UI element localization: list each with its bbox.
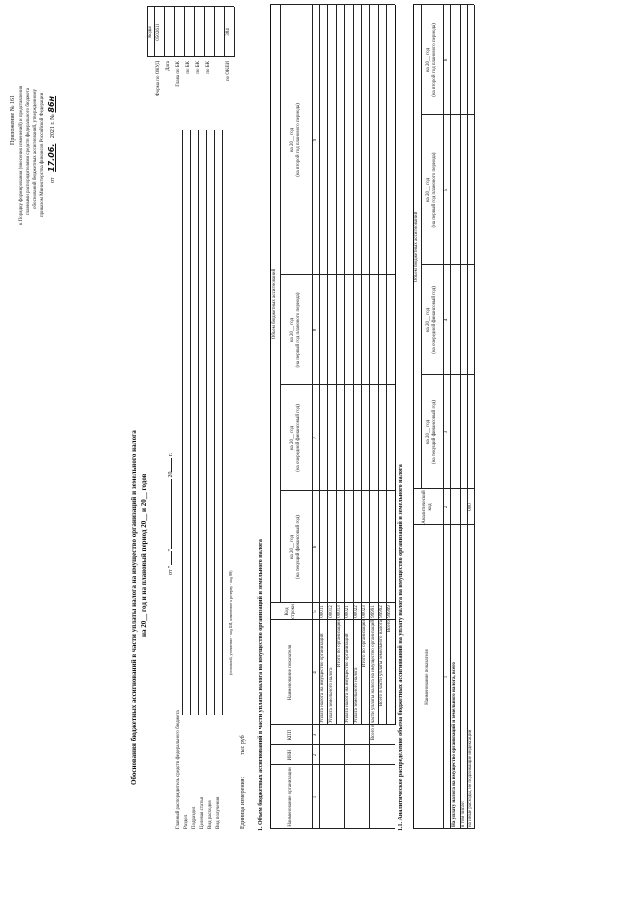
unit-value: тыс руб: [240, 735, 246, 755]
codes-label: по БК: [186, 61, 191, 74]
col-header-y1: на 20__ год (на текущий финансовый год): [426, 400, 437, 464]
row-indicator: Итого по организации: [362, 620, 368, 668]
codes-label: по ОКЕИ: [226, 61, 231, 82]
row-indicator: Уплата земельного налога: [328, 667, 334, 723]
document-subtitle: на 20__ год и на плановый период 20__ и 20__ годов: [140, 473, 148, 637]
col-number: 1: [312, 795, 318, 799]
codes-value: [184, 7, 194, 57]
codes-border: [147, 7, 148, 57]
row-indicator: На уплату налога на имущество организаций и земельного налога, всего: [452, 662, 457, 827]
table-col-line: [421, 114, 474, 115]
col-number: 3: [312, 733, 318, 737]
col-header-code: Код строки: [285, 604, 296, 619]
unit-note: (основной, уточнение - код БИ, изменение к резерву - код 88): [228, 570, 233, 675]
codes-value: [204, 7, 214, 57]
col-header-y3: на 20__ год (на первый год планового периода): [290, 292, 301, 368]
row-code: 99991: [370, 605, 376, 618]
col-header-volume: Объем бюджетных ассигнований: [272, 268, 277, 340]
col-header-org: Наименование организации: [288, 767, 293, 827]
handwritten-number: 86н: [47, 95, 56, 113]
col-number: 4: [312, 671, 318, 674]
col-number: 3: [443, 430, 449, 434]
col-number: 6: [443, 58, 449, 62]
header-field-line: [214, 130, 215, 715]
row-code: [450, 489, 460, 525]
handwritten-date: 17.06.: [47, 143, 56, 172]
header-field-line: [222, 130, 223, 715]
row-indicator: Всего в части уплаты земельного налога: [378, 620, 384, 707]
row-indicator: на иные расходы, не подлежащие индексации: [467, 729, 473, 827]
codes-value: [214, 7, 224, 57]
table-line: [280, 5, 281, 603]
codes-border: [234, 7, 235, 57]
codes-value: [174, 7, 184, 57]
appendix-line-4: обоснований бюджетных ассигнований, утвержденному: [33, 89, 38, 209]
col-number: 2: [312, 753, 318, 757]
unit-label: Единица измерения:: [240, 776, 246, 829]
col-number: 8: [312, 328, 318, 332]
table-col-line: [413, 4, 474, 5]
appendix-line-5: приказом Министерства финансов Российской Федерации: [40, 92, 45, 217]
table-col-line: [421, 264, 474, 265]
table-col-line: [421, 374, 474, 375]
col-header-y4: на 20__ год (на второй год планового периода): [426, 23, 437, 97]
document-title: Обоснования бюджетных ассигнований в части уплаты налога на имущество организаций и земельного налога: [130, 430, 138, 785]
codes-label: Глава по БК: [176, 61, 181, 87]
header-field-line: [198, 130, 199, 715]
codes-label: Форма по ОКУД: [156, 61, 161, 97]
col-header-analytic: Аналитический код: [422, 490, 433, 524]
codes-value: [194, 7, 204, 57]
row-indicator: Уплата налога на имущество организаций: [320, 633, 326, 723]
row-code: 00022: [353, 605, 359, 618]
header-field-label: Вид расходов: [208, 800, 213, 829]
row-indicator: Уплата земельного налога: [353, 667, 359, 723]
col-number: 2: [443, 505, 449, 509]
col-number: 6: [312, 545, 318, 549]
col-number: 9: [312, 138, 318, 142]
row-code: 000: [467, 503, 473, 511]
row-code: 00023: [362, 605, 368, 618]
appendix-line-1: Приложение № 161: [10, 95, 16, 145]
codes-value: 384: [226, 28, 231, 36]
row-code: 99999: [387, 605, 393, 618]
row-code: 00021: [345, 605, 351, 618]
col-number: 5: [443, 188, 449, 192]
header-field-line: [182, 130, 183, 715]
col-number: 4: [443, 318, 449, 322]
col-header-inn: ИНН: [288, 749, 293, 761]
row-code: [460, 489, 467, 525]
row-indicator: Итого по организации: [336, 620, 342, 668]
table-row-line: [395, 5, 396, 725]
header-field-label: Вид получения: [216, 796, 221, 829]
col-header-y4: на 20__ год (на второй год планового периода): [290, 103, 301, 177]
header-field-label: Раздел: [184, 814, 189, 829]
col-number: 1: [443, 675, 449, 679]
header-field-label: Главный распорядитель средств федерального бюджета: [176, 710, 181, 829]
section1-title: 1. Объем бюджетных ассигнований в части уплаты налога на имущество организаций и земельного налога: [258, 539, 264, 831]
col-header-kpp: КПП: [288, 729, 293, 741]
table-border: [270, 5, 271, 829]
row-code: 99992: [378, 605, 384, 618]
appendix-line-3: главными распорядителями средств федерального бюджета: [26, 87, 31, 215]
codes-value: 0502611: [156, 23, 161, 41]
header-field-label: Подраздел: [192, 806, 197, 829]
codes-value: [164, 7, 174, 57]
table-col-line: [413, 828, 474, 829]
col-header-indicator: Наименование показателя: [425, 649, 430, 705]
codes-header: Коды: [147, 26, 153, 38]
table-col-line: [413, 524, 474, 525]
col-header-y3: на 20__ год (на первый год планового периода): [426, 152, 437, 228]
col-header-indicator: Наименование показателя: [288, 644, 293, 701]
codes-label: по БК: [196, 61, 201, 74]
col-header-volume: Объем бюджетных ассигнований: [414, 211, 419, 283]
table-col-line: [270, 4, 395, 5]
row-indicator: Уплата налога на имущество организаций: [345, 633, 351, 723]
row-indicator: Всего: [387, 620, 393, 633]
appendix-line-2: к Порядку формирования (внесения изменений) и представления: [19, 85, 24, 225]
header-field-label: Целевая статья: [200, 797, 205, 829]
col-number: 7: [312, 436, 318, 440]
table-row-line: [474, 5, 475, 829]
col-header-y1: на 20__ год (на текущий финансовый год): [290, 515, 301, 579]
header-field-line: [190, 130, 191, 715]
row-indicator: Всего в части уплаты налога на имущество организаций: [370, 620, 376, 741]
row-code: 00012: [328, 605, 334, 618]
codes-label: по БК: [206, 61, 211, 74]
section11-title: 1.1. Аналитическое распределение объема бюджетных ассигнований на уплату налога на имущество организаций и земельного налога: [398, 464, 404, 831]
table-col-line: [413, 488, 474, 489]
appendix-date-line: от 17.06. 2021 г. № 86н: [47, 95, 56, 183]
date-of-line: от "" 20 г.: [168, 452, 174, 575]
col-number: 5: [312, 610, 318, 613]
row-code: 00013: [336, 605, 342, 618]
header-field-line: [206, 130, 207, 715]
codes-label: Дата: [166, 61, 171, 71]
col-header-y2: на 20__ год (на очередной финансовый год): [426, 286, 437, 354]
row-code: 00011: [320, 605, 326, 618]
row-indicator: в том числе:: [460, 800, 466, 827]
col-header-y2: на 20__ год (на очередной финансовый год): [290, 404, 301, 472]
